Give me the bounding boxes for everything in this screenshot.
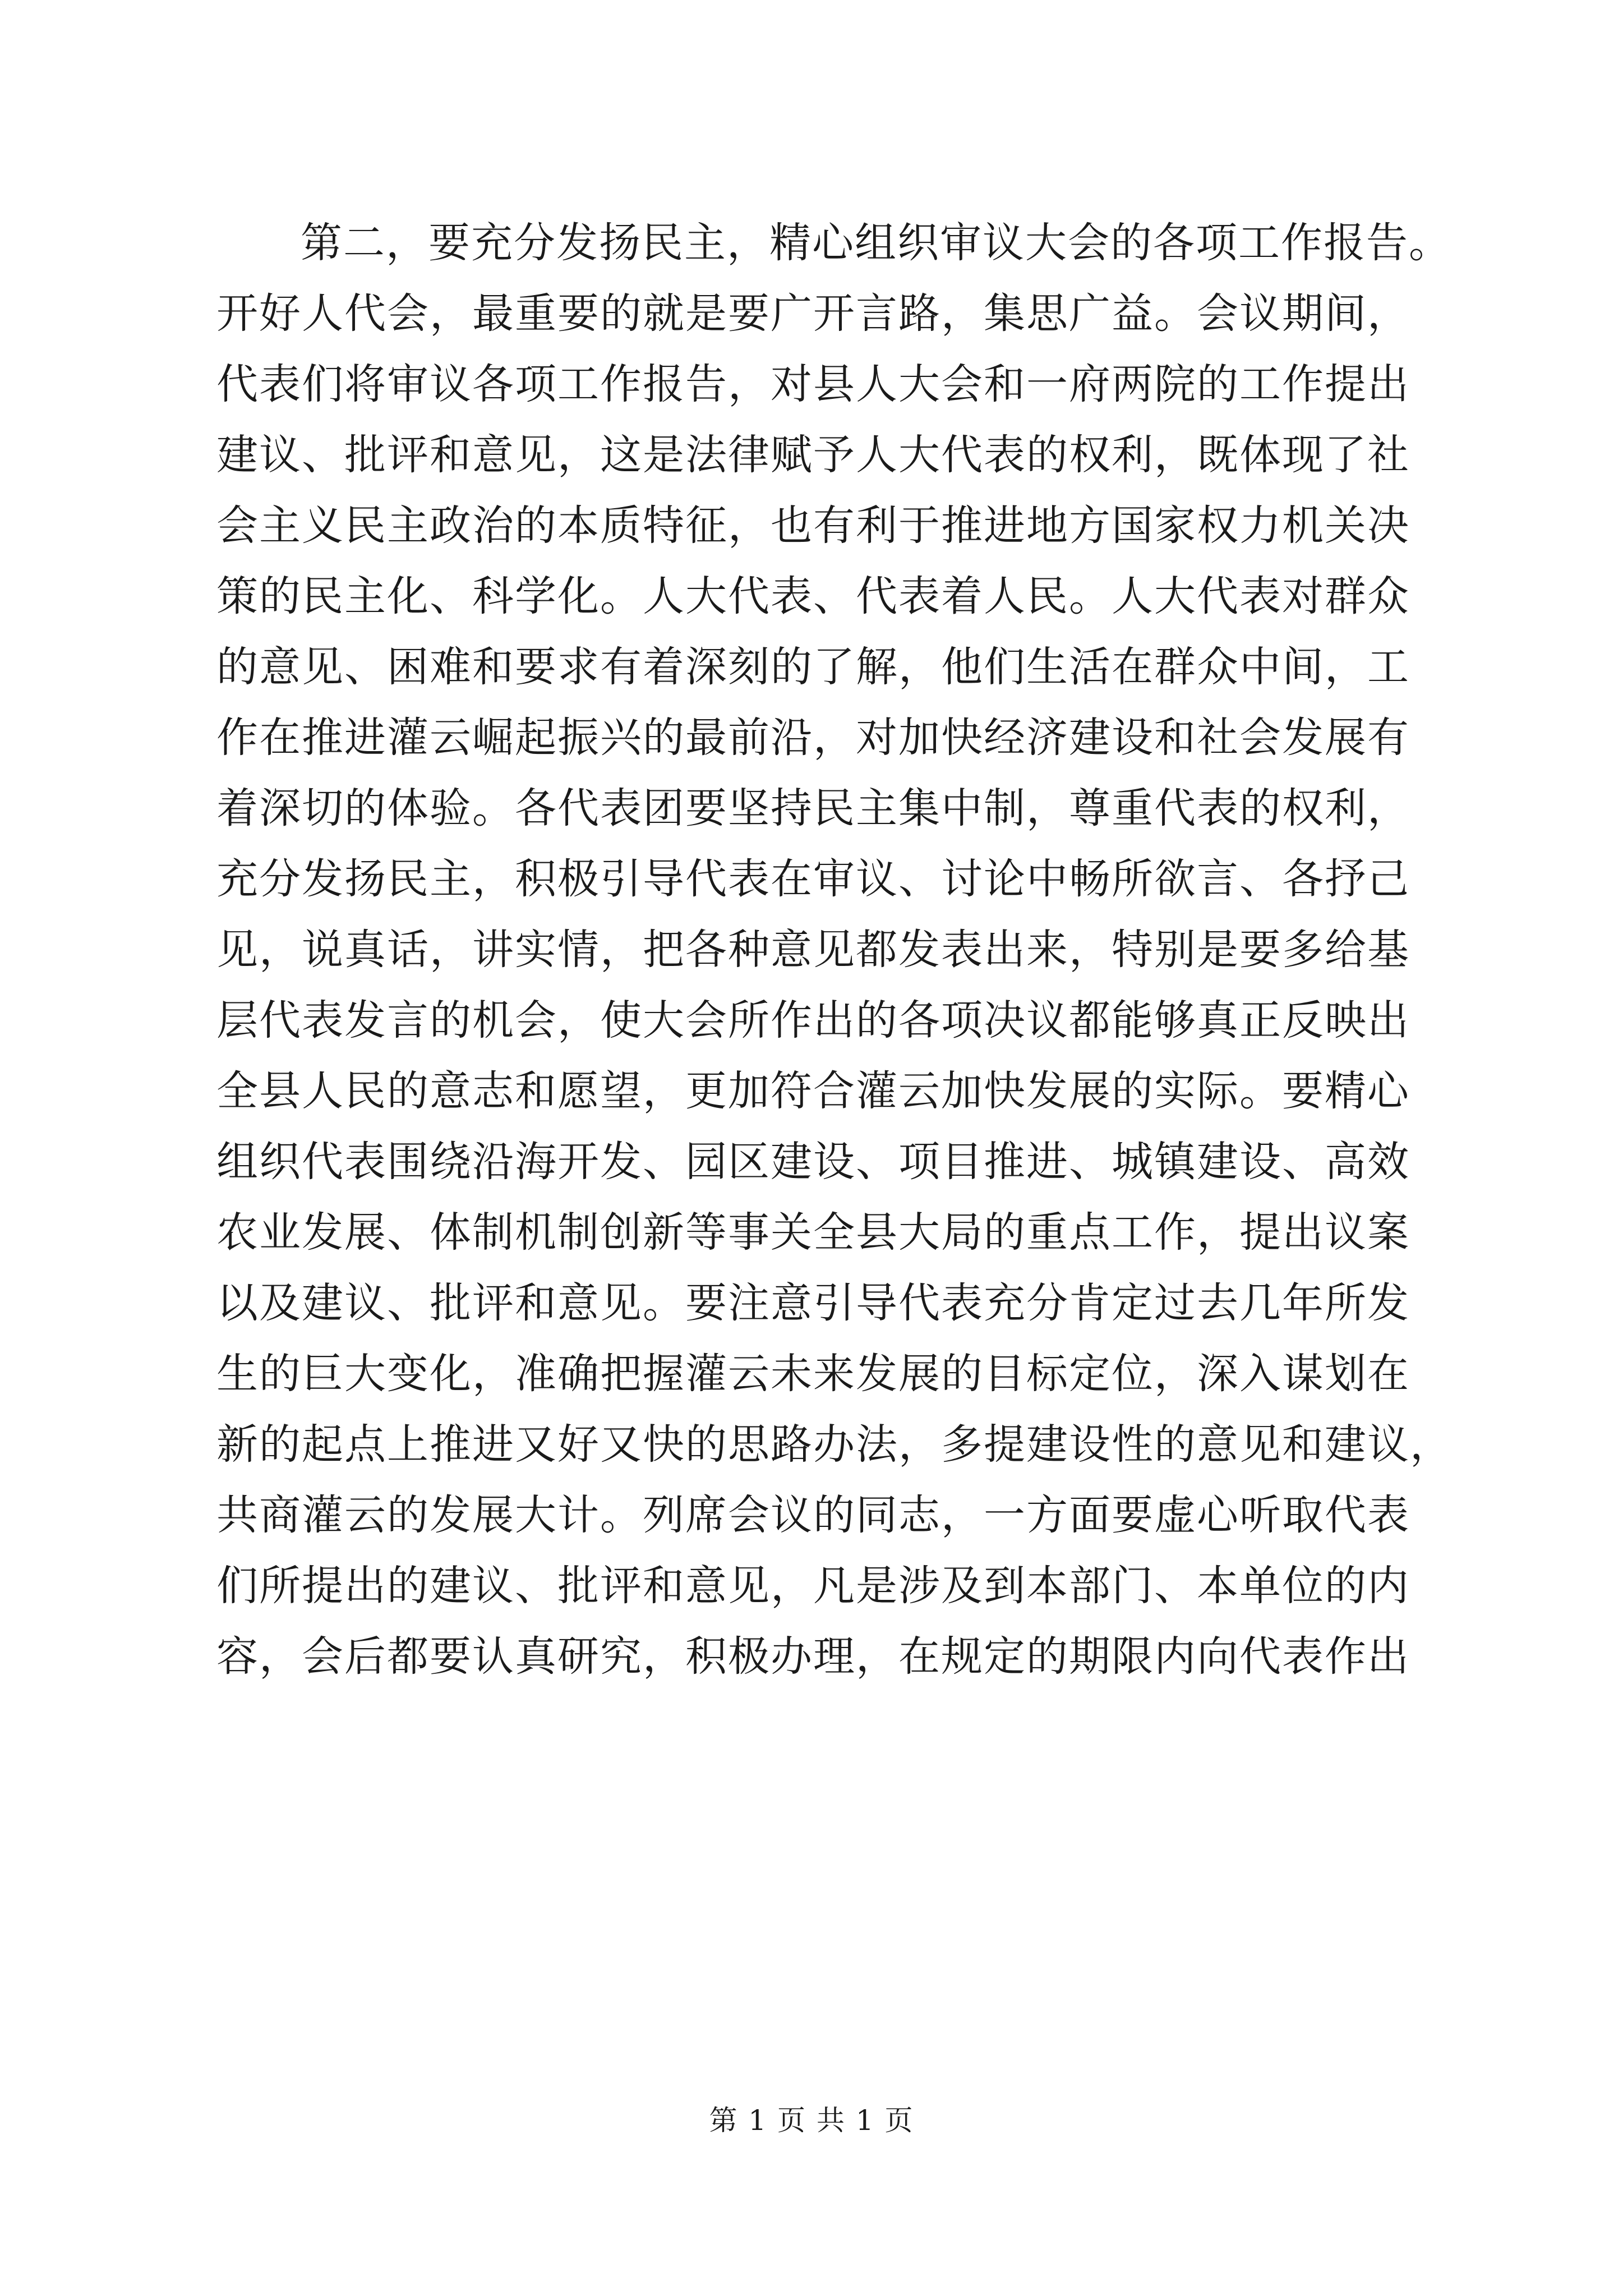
page-footer — [0, 2098, 1623, 2138]
text-line: 会主义民主政治的本质特征，也有利于推进地方国家权力机关决 — [216, 501, 1410, 550]
text-line: 充分发扬民主，积极引导代表在审议、讨论中畅所欲言、各抒己 — [216, 855, 1410, 903]
text-line: 共商灌云的发展大计。列席会议的同志，一方面要虚心听取代表 — [216, 1491, 1410, 1539]
text-line: 容，会后都要认真研究，积极办理，在规定的期限内向代表作出 — [216, 1632, 1410, 1681]
text-line: 代表们将审议各项工作报告，对县人大会和一府两院的工作提出 — [216, 360, 1410, 408]
text-line: 全县人民的意志和愿望，更加符合灌云加快发展的实际。要精心 — [216, 1067, 1410, 1115]
text-line: 生的巨大变化，准确把握灌云未来发展的目标定位，深入谋划在 — [216, 1350, 1410, 1398]
text-line: 见，说真话，讲实情，把各种意见都发表出来，特别是要多给基 — [216, 926, 1410, 974]
text-line: 们所提出的建议、批评和意见，凡是涉及到本部门、本单位的内 — [216, 1562, 1410, 1610]
text-line: 作在推进灌云崛起振兴的最前沿，对加快经济建设和社会发展有 — [216, 714, 1410, 762]
text-line: 策的民主化、科学化。人大代表、代表着人民。人大代表对群众 — [216, 572, 1410, 620]
text-line: 的意见、困难和要求有着深刻的了解，他们生活在群众中间，工 — [216, 643, 1410, 691]
text-line: 开好人代会，最重要的就是要广开言路，集思广益。会议期间， — [216, 289, 1410, 338]
text-line: 农业发展、体制机制创新等事关全县大局的重点工作，提出议案 — [216, 1208, 1410, 1257]
text-line: 层代表发言的机会，使大会所作出的各项决议都能够真正反映出 — [216, 996, 1410, 1045]
text-line: 第二，要充分发扬民主，精心组织审议大会的各项工作报告。 — [301, 219, 1451, 267]
text-line: 着深切的体验。各代表团要坚持民主集中制，尊重代表的权利， — [216, 784, 1410, 832]
text-line: 新的起点上推进又好又快的思路办法，多提建设性的意见和建议， — [216, 1420, 1453, 1469]
page-number: 第 1 页 共 1 页 — [709, 2104, 914, 2137]
text-line: 组织代表围绕沿海开发、园区建设、项目推进、城镇建设、高效 — [216, 1138, 1410, 1186]
text-line: 建议、批评和意见，这是法律赋予人大代表的权利，既体现了社 — [216, 431, 1410, 479]
body-paragraph — [216, 208, 1453, 1692]
text-line: 以及建议、批评和意见。要注意引导代表充分肯定过去几年所发 — [216, 1279, 1410, 1327]
